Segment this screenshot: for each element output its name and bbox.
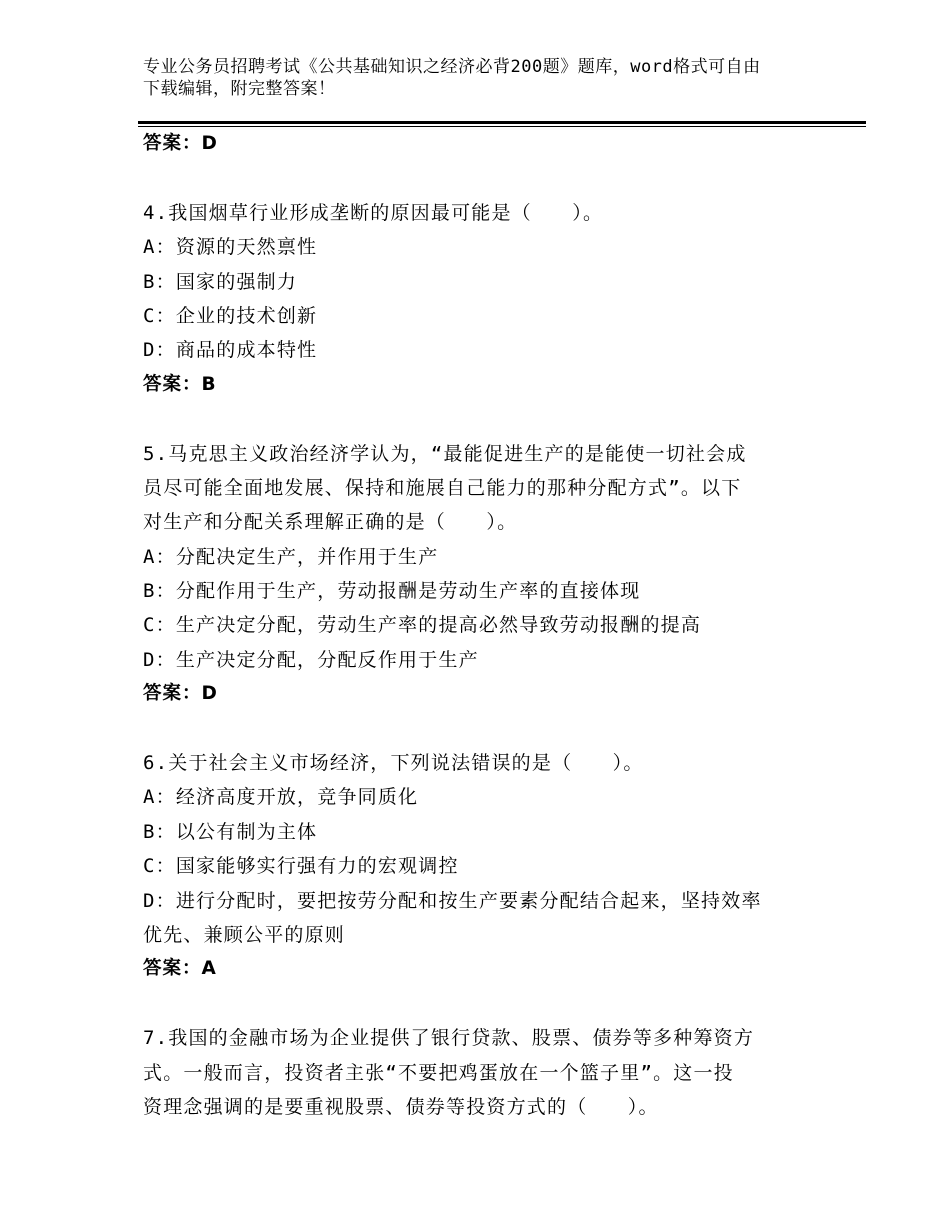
question-6-option-c: C：国家能够实行强有力的宏观调控 [143,855,459,878]
spacer [143,161,813,195]
spacer [143,987,813,1021]
question-4 [143,196,813,402]
question-5 [143,437,813,712]
question-7 [143,1021,813,1124]
question-6-option-d-line-2: 优先、兼顾公平的原则 [143,923,346,946]
spacer [143,712,813,746]
question-5-stem-line-3: 对生产和分配关系理解正确的是（ ）。 [143,511,518,534]
header-line-1: 专业公务员招聘考试《公共基础知识之经济必背200题》题库，word格式可自由 [143,57,761,77]
question-5-option-b: B：分配作用于生产，劳动报酬是劳动生产率的直接体现 [143,580,641,603]
question-4-option-c: C：企业的技术创新 [143,304,318,327]
question-5-answer: 答案：D [143,683,218,705]
question-4-option-d: D：商品的成本特性 [143,339,318,362]
question-6-answer: 答案：A [143,958,217,980]
question-5-stem-line-1: 5.马克思主义政治经济学认为，“最能促进生产的是能使一切社会成 [143,442,747,465]
question-5-option-d: D：生产决定分配，分配反作用于生产 [143,648,479,671]
question-5-stem-line-2: 员尽可能全面地发展、保持和施展自己能力的那种分配方式”。以下 [143,476,742,499]
spacer [143,402,813,436]
question-4-option-a: A：资源的天然禀性 [143,236,318,259]
question-6-option-d-line-1: D：进行分配时，要把按劳分配和按生产要素分配结合起来，坚持效率 [143,889,762,912]
question-5-option-a: A：分配决定生产，并作用于生产 [143,545,439,568]
question-6-stem: 6.关于社会主义市场经济，下列说法错误的是（ ）。 [143,752,644,775]
question-4-answer: 答案：B [143,373,217,395]
document-header [143,56,823,100]
question-list [143,127,813,1124]
question-7-stem-line-2: 式。一般而言，投资者主张“不要把鸡蛋放在一个篮子里”。这一投 [143,1061,734,1084]
question-6 [143,746,813,987]
question-7-stem-line-1: 7.我国的金融市场为企业提供了银行贷款、股票、债券等多种筹资方 [143,1027,755,1050]
question-6-option-a: A：经济高度开放，竞争同质化 [143,786,419,809]
header-rule-thick [138,121,866,124]
answer-prev: 答案：D [143,133,218,154]
question-6-option-b: B：以公有制为主体 [143,820,318,843]
question-7-stem-line-3: 资理念强调的是要重视股票、债券等投资方式的（ ）。 [143,1095,659,1118]
question-5-option-c: C：生产决定分配，劳动生产率的提高必然导致劳动报酬的提高 [143,614,702,637]
question-4-option-b: B：国家的强制力 [143,270,298,293]
header-line-2: 下载编辑，附完整答案！ [143,79,336,99]
question-4-stem: 4.我国烟草行业形成垄断的原因最可能是（ ）。 [143,201,604,224]
